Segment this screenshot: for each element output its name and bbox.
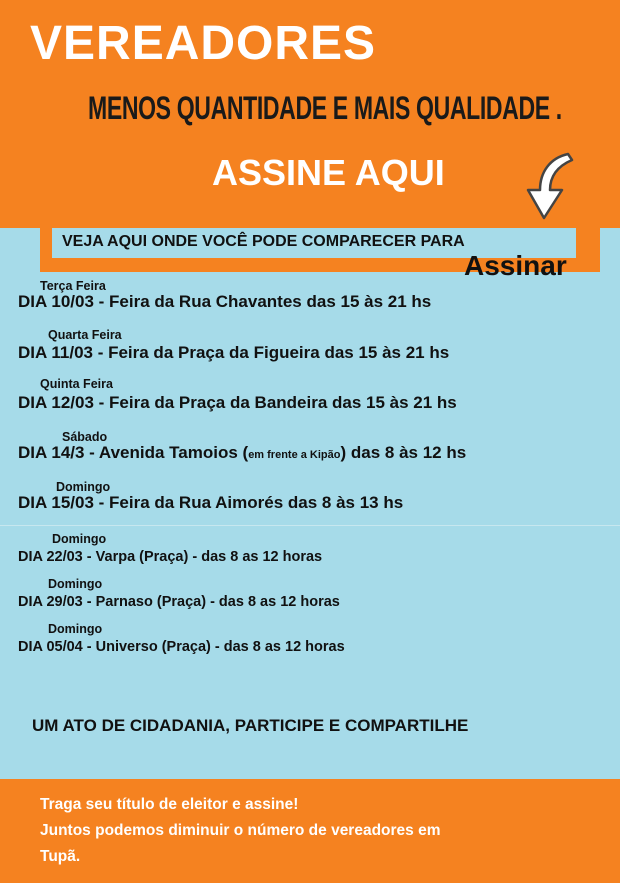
- day-label: Domingo: [56, 480, 111, 494]
- schedule-item: DIA 11/03 - Feira da Praça da Figueira das 15 às 21 hs: [18, 343, 450, 362]
- schedule-item: DIA 05/04 - Universo (Praça) - das 8 as 12 horas: [18, 639, 345, 655]
- schedule-item: DIA 15/03 - Feira da Rua Aimorés das 8 às 13 hs: [18, 493, 404, 512]
- cta-text: ASSINE AQUI: [212, 152, 445, 193]
- schedule-item: DIA 22/03 - Varpa (Praça) - das 8 as 12 horas: [18, 549, 323, 565]
- schedule-text: ) das 8 às 12 hs: [340, 443, 467, 462]
- page-subtitle: MENOS QUANTIDADE E MAIS QUALIDADE .: [88, 90, 562, 126]
- intro-line: VEJA AQUI ONDE VOCÊ PODE COMPARECER PARA: [62, 233, 465, 250]
- schedule-item: DIA 10/03 - Feira da Rua Chavantes das 15 às 21 hs: [18, 292, 432, 311]
- day-label: Quarta Feira: [48, 328, 122, 342]
- curved-down-arrow-icon: [510, 150, 580, 222]
- footer-line: Traga seu título de eleitor e assine!: [40, 796, 299, 813]
- footer-line: Juntos podemos diminuir o número de vereadores em: [40, 822, 441, 839]
- day-label: Domingo: [48, 622, 103, 636]
- intro-emphasis: Assinar: [464, 250, 567, 281]
- day-label: Domingo: [48, 577, 103, 591]
- divider: [0, 525, 620, 526]
- page-title: VEREADORES: [30, 17, 377, 70]
- schedule-note: em frente a Kipão: [248, 449, 341, 461]
- schedule-item: DIA 12/03 - Feira da Praça da Bandeira das 15 às 21 hs: [18, 393, 457, 412]
- schedule-item: DIA 29/03 - Parnaso (Praça) - das 8 as 12 horas: [18, 594, 340, 610]
- call-to-action: UM ATO DE CIDADANIA, PARTICIPE E COMPARTILHE: [32, 716, 469, 735]
- footer-line: Tupã.: [40, 848, 81, 865]
- day-label: Domingo: [52, 532, 107, 546]
- day-label: Sábado: [62, 430, 108, 444]
- schedule-text: DIA 14/3 - Avenida Tamoios (: [18, 443, 249, 462]
- day-label: Terça Feira: [40, 279, 106, 293]
- day-label: Quinta Feira: [40, 377, 113, 391]
- schedule-item: [18, 443, 466, 463]
